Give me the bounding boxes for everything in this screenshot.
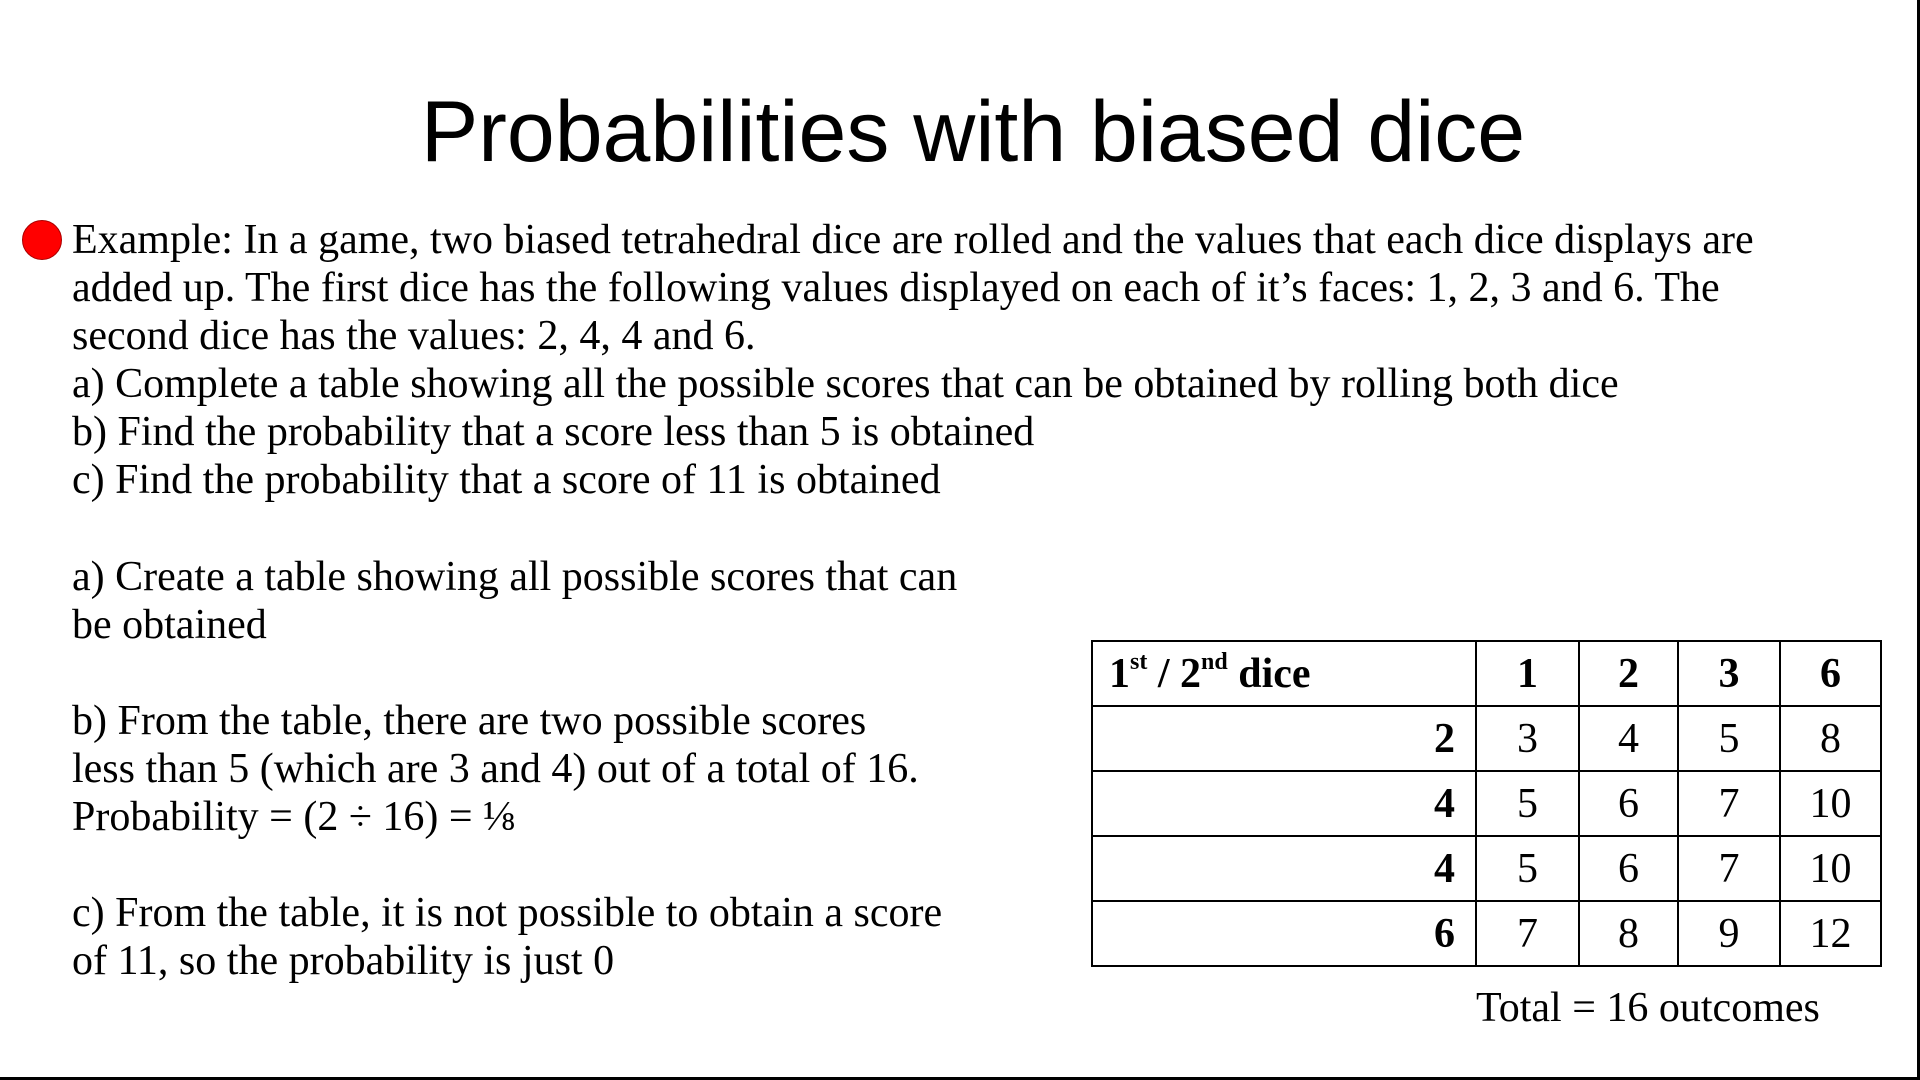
column-header: 3: [1678, 641, 1780, 706]
answers: [72, 553, 1032, 1033]
table-cell: 6: [1579, 836, 1678, 901]
table-cell: 8: [1579, 901, 1678, 966]
slide-title: Probabilities with biased dice: [420, 84, 1526, 180]
question-part-b: b) Find the probability that a score less than 5 is obtained: [72, 409, 1035, 455]
bullet-dot-icon: [22, 220, 62, 260]
table-cell: 10: [1780, 771, 1881, 836]
table-corner-header: 1st / 2nd dice: [1092, 641, 1476, 706]
table-cell: 3: [1476, 706, 1579, 771]
answer-line: b) From the table, there are two possible scores: [72, 698, 867, 744]
answer-line: a) Create a table showing all possible scores that can: [72, 554, 958, 600]
table-cell: 8: [1780, 706, 1881, 771]
answer-c: [72, 889, 1032, 985]
table-cell: 7: [1476, 901, 1579, 966]
row-header: 6: [1092, 901, 1476, 966]
table-row: [1092, 771, 1881, 836]
answer-line: of 11, so the probability is just 0: [72, 938, 615, 984]
table-cell: 7: [1678, 771, 1780, 836]
answer-line: less than 5 (which are 3 and 4) out of a total of 16.: [72, 746, 919, 792]
column-header: 1: [1476, 641, 1579, 706]
table-cell: 5: [1476, 771, 1579, 836]
question-text: [72, 216, 1902, 504]
answer-a: [72, 553, 1032, 649]
table-cell: 6: [1579, 771, 1678, 836]
scores-table: [1091, 640, 1882, 967]
table-row: [1092, 901, 1881, 966]
table-cell: 7: [1678, 836, 1780, 901]
question-part-a: a) Complete a table showing all the possible scores that can be obtained by rolling both dice: [72, 361, 1619, 407]
row-header: 2: [1092, 706, 1476, 771]
total-outcomes: Total = 16 outcomes: [1476, 985, 1820, 1031]
column-header: 6: [1780, 641, 1881, 706]
table-row: [1092, 836, 1881, 901]
answer-line: be obtained: [72, 602, 267, 648]
answer-line: c) From the table, it is not possible to obtain a score: [72, 890, 943, 936]
column-header: 2: [1579, 641, 1678, 706]
answer-b: [72, 697, 1032, 841]
row-header: 4: [1092, 771, 1476, 836]
table-cell: 12: [1780, 901, 1881, 966]
question-part-c: c) Find the probability that a score of 11 is obtained: [72, 457, 941, 503]
row-header: 4: [1092, 836, 1476, 901]
table-cell: 9: [1678, 901, 1780, 966]
table-cell: 5: [1678, 706, 1780, 771]
answer-line: Probability = (2 ÷ 16) = ⅛: [72, 794, 515, 840]
question-line: added up. The first dice has the following values displayed on each of it’s faces: 1, 2, 3 and 6. The: [72, 265, 1720, 311]
question-line: second dice has the values: 2, 4, 4 and 6.: [72, 313, 756, 359]
table-header-row: [1092, 641, 1881, 706]
table-row: [1092, 706, 1881, 771]
question-line: Example: In a game, two biased tetrahedral dice are rolled and the values that each dice displays are: [72, 217, 1754, 263]
table-cell: 5: [1476, 836, 1579, 901]
table-cell: 4: [1579, 706, 1678, 771]
table-cell: 10: [1780, 836, 1881, 901]
